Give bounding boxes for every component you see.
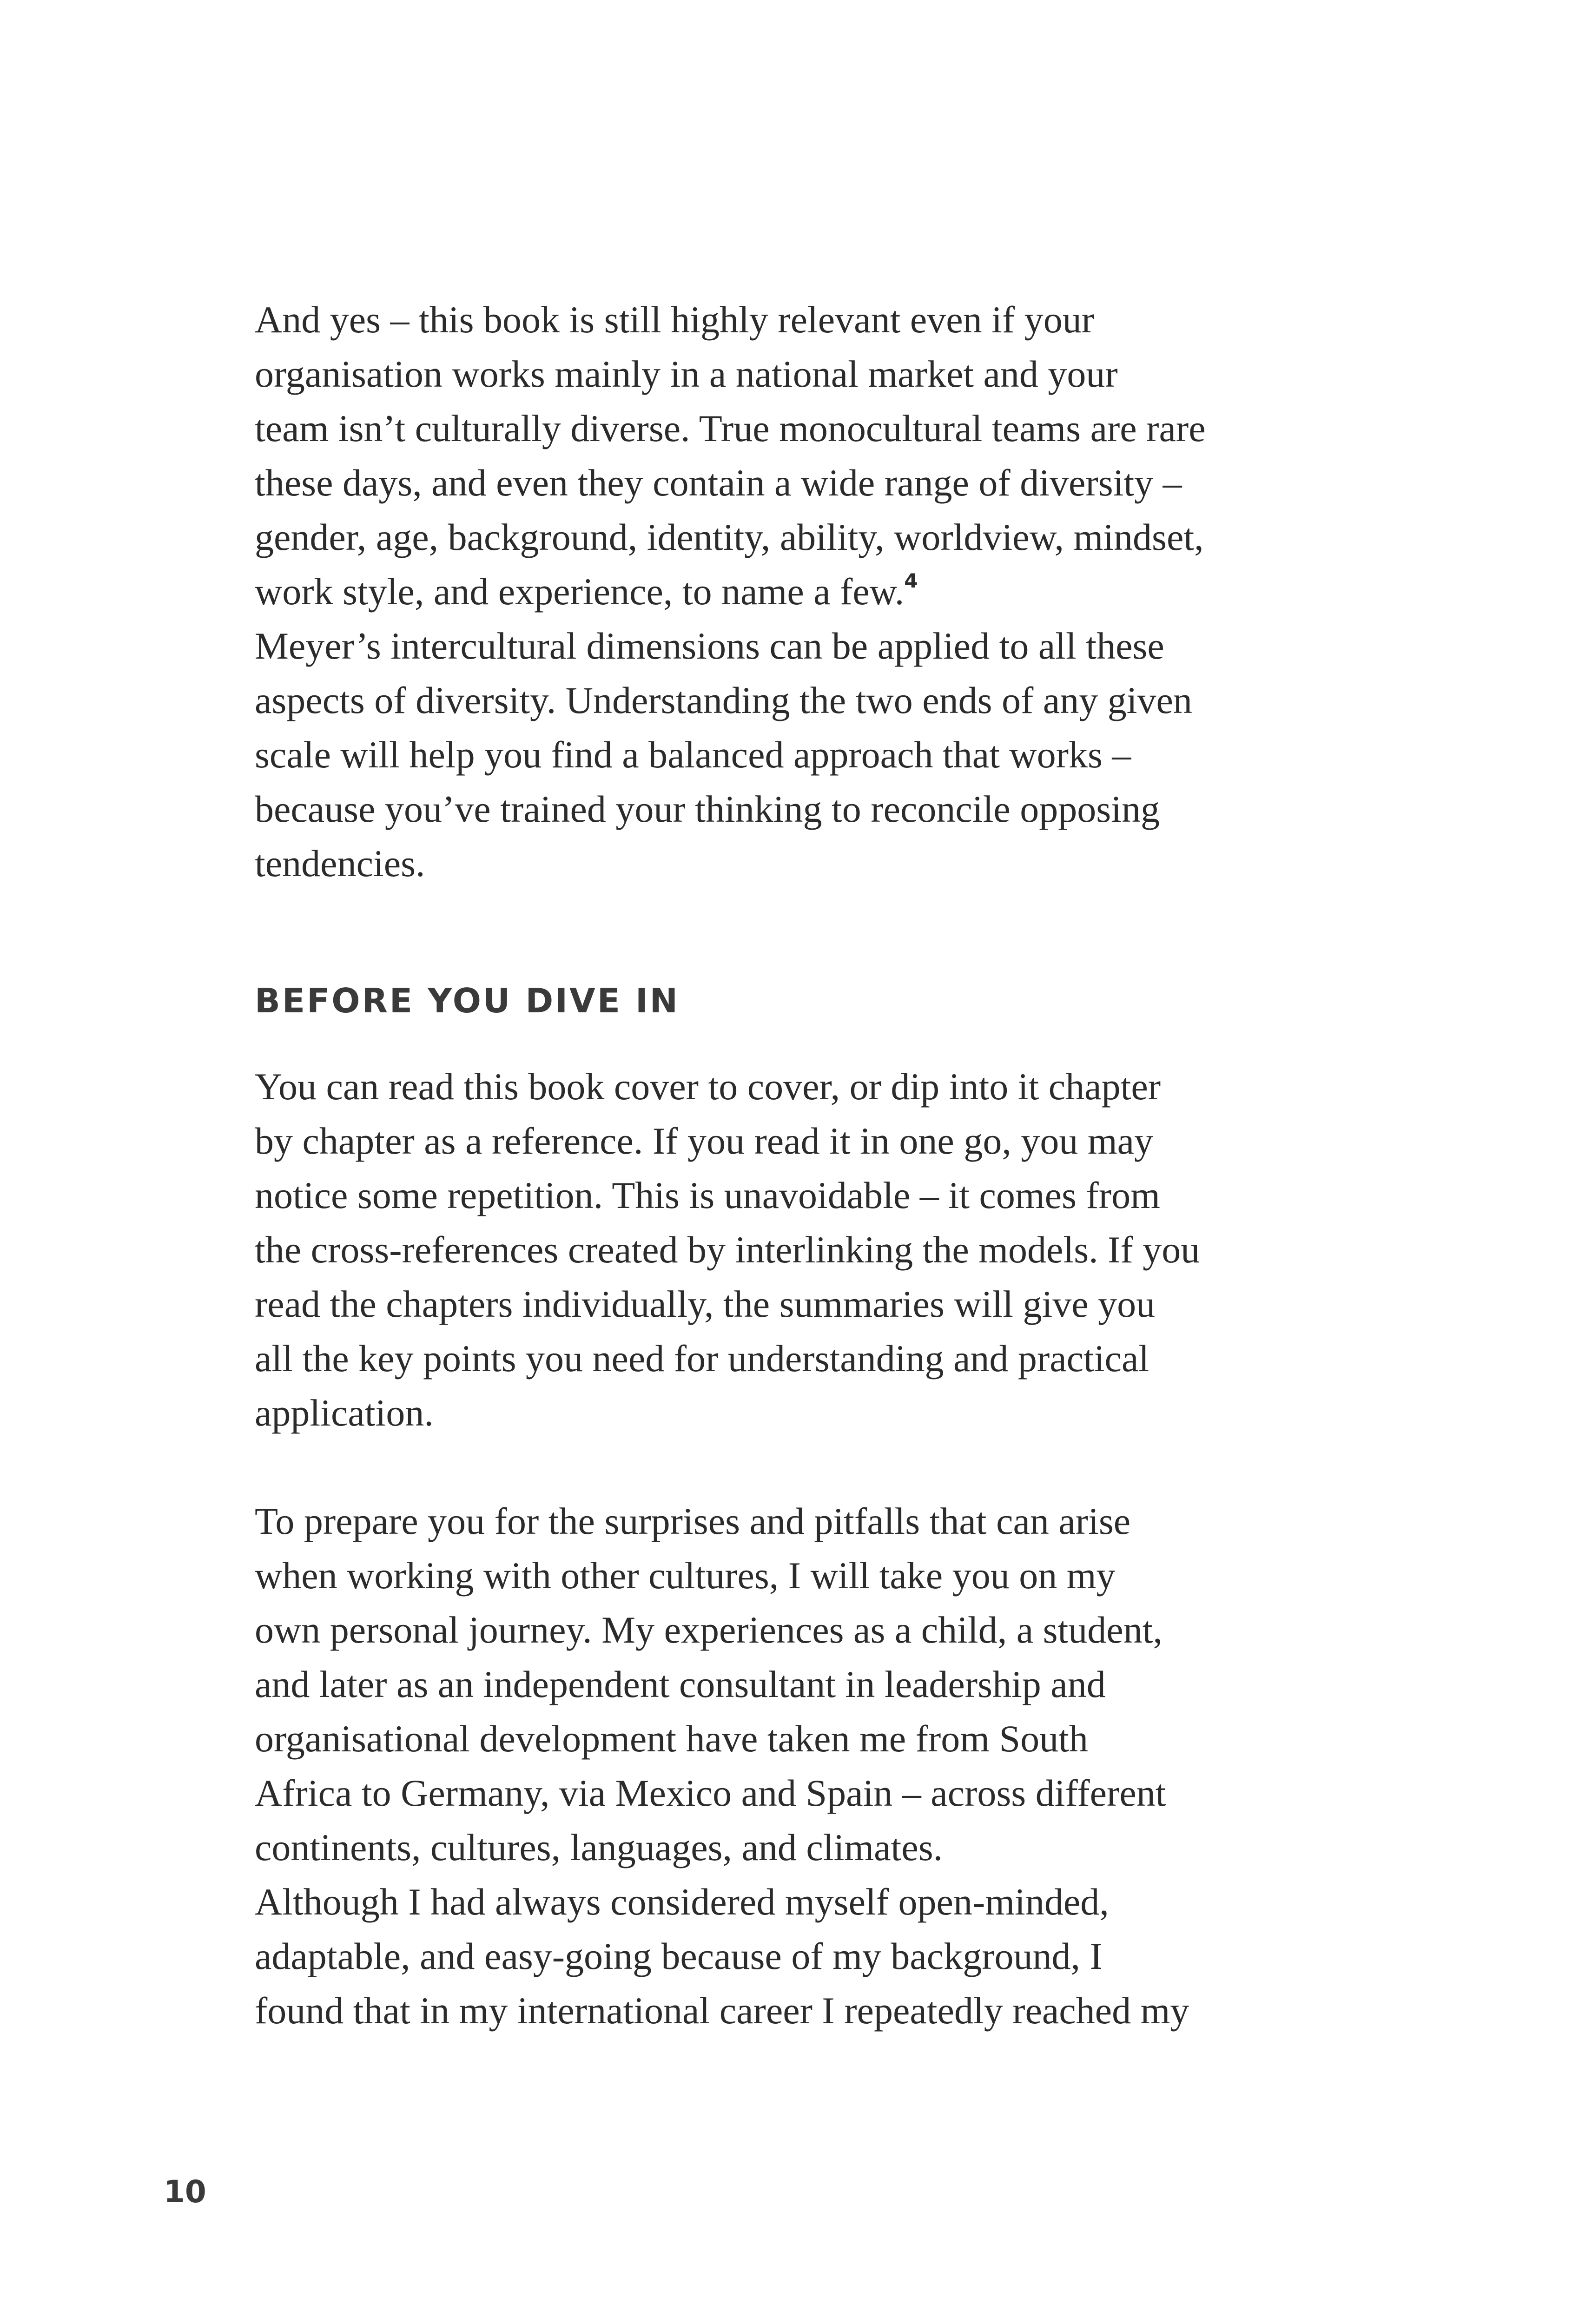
text-line: these days, and even they contain a wide range of diversity –: [255, 462, 1182, 504]
text-line: Africa to Germany, via Mexico and Spain – across different: [255, 1772, 1166, 1814]
text-line: work style, and experience, to name a few.: [255, 570, 905, 613]
text-line: scale will help you find a balanced approach that works –: [255, 733, 1131, 776]
text-line: and later as an independent consultant in leadership and: [255, 1663, 1106, 1705]
text-line: tendencies.: [255, 842, 425, 885]
text-line: when working with other cultures, I will take you on my: [255, 1554, 1116, 1597]
text-line: continents, cultures, languages, and climates.: [255, 1826, 943, 1868]
text-line: notice some repetition. This is unavoidable – it comes from: [255, 1174, 1160, 1216]
text-line: aspects of diversity. Understanding the two ends of any given: [255, 679, 1192, 721]
text-line-with-footnote: [255, 569, 918, 614]
text-line: found that in my international career I repeatedly reached my: [255, 1989, 1189, 2032]
text-line: application.: [255, 1392, 434, 1434]
text-line: own personal journey. My experiences as a child, a student,: [255, 1609, 1163, 1651]
text-line: read the chapters individually, the summaries will give you: [255, 1283, 1156, 1325]
text-line: To prepare you for the surprises and pitfalls that can arise: [255, 1500, 1131, 1542]
footnote-reference: 4: [904, 569, 918, 592]
text-line: And yes – this book is still highly relevant even if your: [255, 298, 1095, 341]
text-line: because you’ve trained your thinking to reconcile opposing: [255, 788, 1160, 830]
text-line: organisation works mainly in a national market and your: [255, 353, 1118, 395]
text-line: adaptable, and easy-going because of my background, I: [255, 1935, 1103, 1977]
text-line: Although I had always considered myself open-minded,: [255, 1881, 1109, 1923]
text-line: by chapter as a reference. If you read it in one go, you may: [255, 1120, 1154, 1162]
text-line: Meyer’s intercultural dimensions can be applied to all these: [255, 625, 1164, 667]
section-heading: BEFORE YOU DIVE IN: [255, 981, 680, 1020]
text-line: team isn’t culturally diverse. True monocultural teams are rare: [255, 407, 1206, 449]
text-line: gender, age, background, identity, ability, worldview, mindset,: [255, 516, 1204, 558]
page-number: 10: [164, 2174, 206, 2210]
text-line: the cross-references created by interlinking the models. If you: [255, 1228, 1200, 1271]
text-line: organisational development have taken me from South: [255, 1717, 1088, 1760]
text-line: You can read this book cover to cover, or dip into it chapter: [255, 1065, 1161, 1108]
text-line: all the key points you need for understanding and practical: [255, 1337, 1149, 1380]
